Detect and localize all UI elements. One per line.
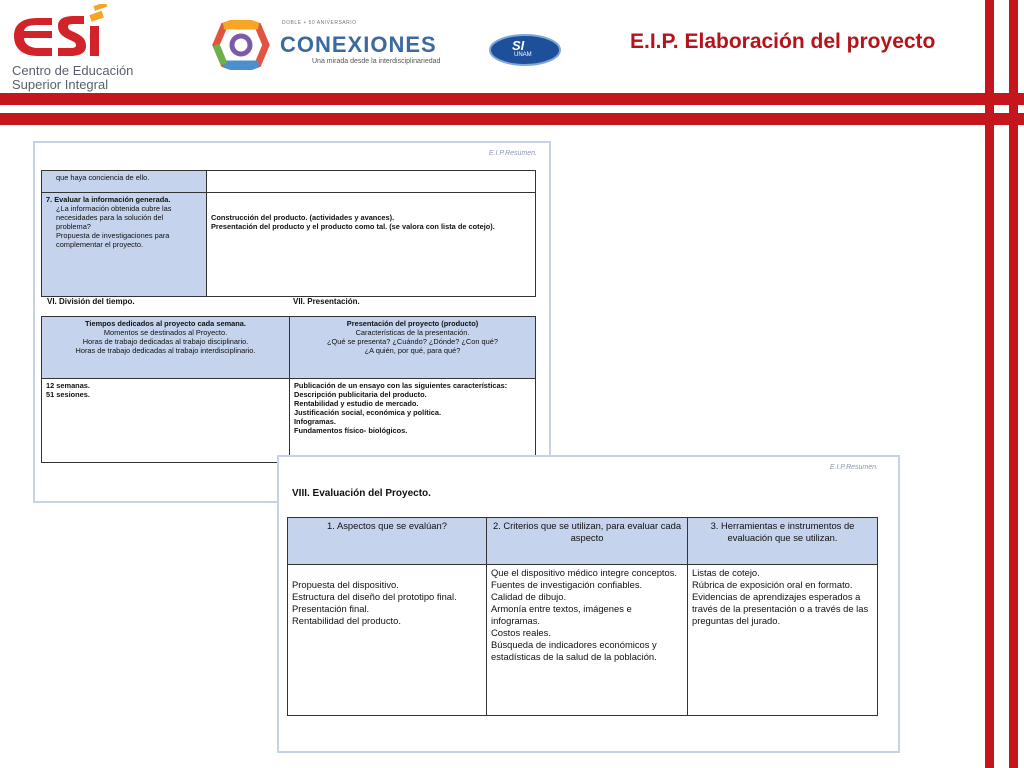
unam-oval-icon [488,33,562,67]
document-page-1 [33,141,551,503]
esi-line-2: Superior Integral [12,77,109,92]
column-header: 3. Herramientas e instrumentos de evaluación que se utilizan. [710,520,855,543]
table-cell [288,565,487,716]
table-cell [290,317,536,379]
cell-line: ¿Qué se presenta? ¿Cuándo? ¿Dónde? ¿Con qué? [327,337,498,346]
cell-line: complementar el proyecto. [56,240,144,249]
cell-title: Tiempos dedicados al proyecto cada semana. [85,319,246,328]
slide-title: E.I.P. Elaboración del proyecto [630,30,936,53]
evaluation-table [287,517,878,716]
document-page-2 [277,455,900,753]
cell-line: Fundamentos físico- biológicos. [294,426,408,435]
cell-title: 7. Evaluar la información generada. [46,195,171,204]
time-presentation-table [41,316,536,463]
unam-label: UNAM [514,52,532,58]
table-cell [207,171,536,193]
table-cell [487,565,688,716]
section-viii-heading: VIII. Evaluación del Proyecto. [292,488,431,499]
conexiones-tagline: Una mirada desde la interdisciplinariedad [312,58,441,65]
table-cell [42,317,290,379]
table-row [42,193,536,297]
esi-logo-mark [8,4,148,64]
cell-line: Propuesta del dispositivo. [292,579,399,590]
column-header: 1. Aspectos que se evalúan? [327,520,447,531]
cell-line: Momentos se destinados al Proyecto. [103,328,228,337]
cell-line: Características de la presentación. [355,328,470,337]
table-cell [42,379,290,463]
cell-title: Presentación del proyecto (producto) [346,319,479,328]
cell-line: problema? [56,222,91,231]
cell-line: Justificación social, económica y política. [294,408,442,417]
unam-si-text: SI [512,38,525,53]
cell-line: Publicación de un ensayo con las siguientes características: [294,381,508,390]
document-note: E.I.P.Resumen. [829,464,878,471]
cell-line: Descripción publicitaria del producto. [294,390,427,399]
conexiones-emblem-icon [208,20,274,70]
red-band-vertical-1 [985,0,994,768]
column-header: 2. Criterios que se utilizan, para evaluar cada aspecto [492,520,682,543]
table-cell [487,518,688,565]
table-cell [688,518,878,565]
objectives-table [41,170,536,297]
section-vi-heading: VI. División del tiempo. [47,297,135,306]
cell-line: necesidades para la solución del [56,213,164,222]
table-row [288,565,878,716]
cell-line: ¿La información obtenida cubre las [56,204,172,213]
cell-line: Fuentes de investigación confiables. [491,579,643,590]
cell-line: Rúbrica de exposición oral en formato. [692,579,853,590]
cell-line: Presentación del producto y el producto como tal. (se valora con lista de cotejo). [211,222,495,231]
cell-line: Rentabilidad y estudio de mercado. [294,399,419,408]
table-row [42,379,536,463]
cell-line: Listas de cotejo. [692,567,760,578]
cell-text: que haya conciencia de ello. [56,173,150,182]
esi-logo [8,4,148,96]
cell-line: Estructura del diseño del prototipo final. [292,591,457,602]
esi-line-1: Centro de Educación [12,63,134,78]
red-band-vertical-2 [1009,0,1018,768]
cell-line: Infogramas. [294,417,336,426]
conexiones-wordmark: CONEXIONES [280,32,437,57]
section-vii-heading: VII. Presentación. [293,297,360,306]
document-note: E.I.P.Resumen. [488,150,537,157]
cell-line: 12 semanas. [46,381,90,390]
red-band-horizontal-1 [0,93,1024,105]
cell-line: 51 sesiones. [46,390,90,399]
cell-line: Calidad de dibujo. [491,591,567,602]
cell-line: Propuesta de investigaciones para [56,231,170,240]
table-row [288,518,878,565]
cell-line: Horas de trabajo dedicadas al trabajo interdisciplinario. [75,346,256,355]
red-band-horizontal-2 [0,113,1024,125]
cell-line: ¿A quién, por qué, para qué? [364,346,461,355]
table-cell [288,518,487,565]
cell-line: Evidencias de aprendizajes esperados a través de la presentación o a través de las preguntas del jurado. [692,591,869,626]
table-cell [42,193,207,297]
cell-line: Armonía entre textos, imágenes e infogramas. [491,603,632,626]
cell-line: Presentación final. [292,603,370,614]
unam-logo [488,33,562,67]
cell-line: Horas de trabajo dedicadas al trabajo disciplinario. [82,337,249,346]
table-cell [207,193,536,297]
table-row [42,171,536,193]
table-row [42,317,536,379]
table-cell [290,379,536,463]
table-cell [42,171,207,193]
cell-line: Búsqueda de indicadores económicos y estadísticas de la salud de la población. [491,639,657,662]
cell-line: Construcción del producto. (actividades y avances). [211,213,395,222]
table-cell [688,565,878,716]
conexiones-logo [208,18,468,74]
cell-line: Que el dispositivo médico integre conceptos. [491,567,678,578]
cell-line: Rentabilidad del producto. [292,615,401,626]
cell-line: Costos reales. [491,627,551,638]
conexiones-small-text: DOBLE + 50 ANIVERSARIO [282,20,357,26]
